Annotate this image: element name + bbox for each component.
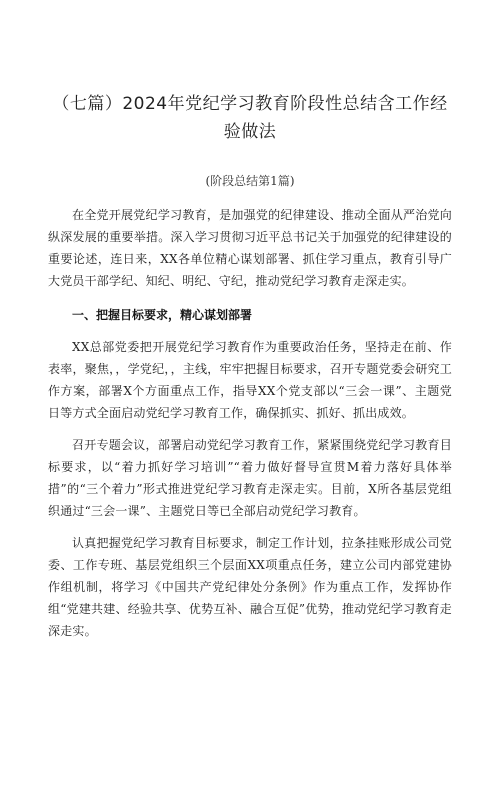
intro-paragraph: 在全党开展党纪学习教育，是加强党的纪律建设、推动全面从严治党向纵深发展的重要举措。深入学习贯彻习近平总书记关于加强党的纪律建设的重要论述，连日来，XX各单位精心谋划部署、抓住学习重点，教育引导广大党员干部学纪、知纪、明纪、守纪，推动党纪学习教育走深走实。	[48, 208, 452, 288]
document-page	[0, 90, 500, 797]
section-heading: 一、把握目标要求，精心谋划部署	[72, 308, 253, 322]
document-title	[48, 90, 452, 146]
title-line-1: （七篇）2024年党纪学习教育阶段性总结含工作经	[52, 94, 448, 114]
title-line-2: 验做法	[223, 122, 277, 142]
body-paragraph-2: 召开专题会议，部署启动党纪学习教育工作，紧紧围绕党纪学习教育目标要求，以“着力抓好学习培训”“着力做好督导宣贯M着力落好具体举措”的“三个着力”形式推进党纪学习教育走深走实。目前，X所各基层党组织通过“三会一课”、主题党日等已全部启动党纪学习教育。	[48, 438, 452, 518]
body-paragraph-3: 认真把握党纪学习教育目标要求，制定工作计划，拉条挂账形成公司党委、工作专班、基层党组织三个层面XX项重点任务，建立公司内部党建协作组机制，将学习《中国共产党纪律处分条例》作为重点工作，发挥协作组“党建共建、经验共享、优势互补、融合互促”优势，推动党纪学习教育走深走实。	[48, 536, 452, 638]
document-subtitle: (阶段总结第1篇)	[205, 174, 295, 188]
body-paragraph-1: XX总部党委把开展党纪学习教育作为重要政治任务，坚持走在前、作表率，聚焦，，学党纪，，主线，牢牢把握目标要求，召开专题党委会研究工作方案，部署X个方面重点工作，指导XX个党支部以“三会一课”、主题党日等方式全面启动党纪学习教育工作，确保抓实、抓好、抓出成效。	[48, 340, 452, 420]
